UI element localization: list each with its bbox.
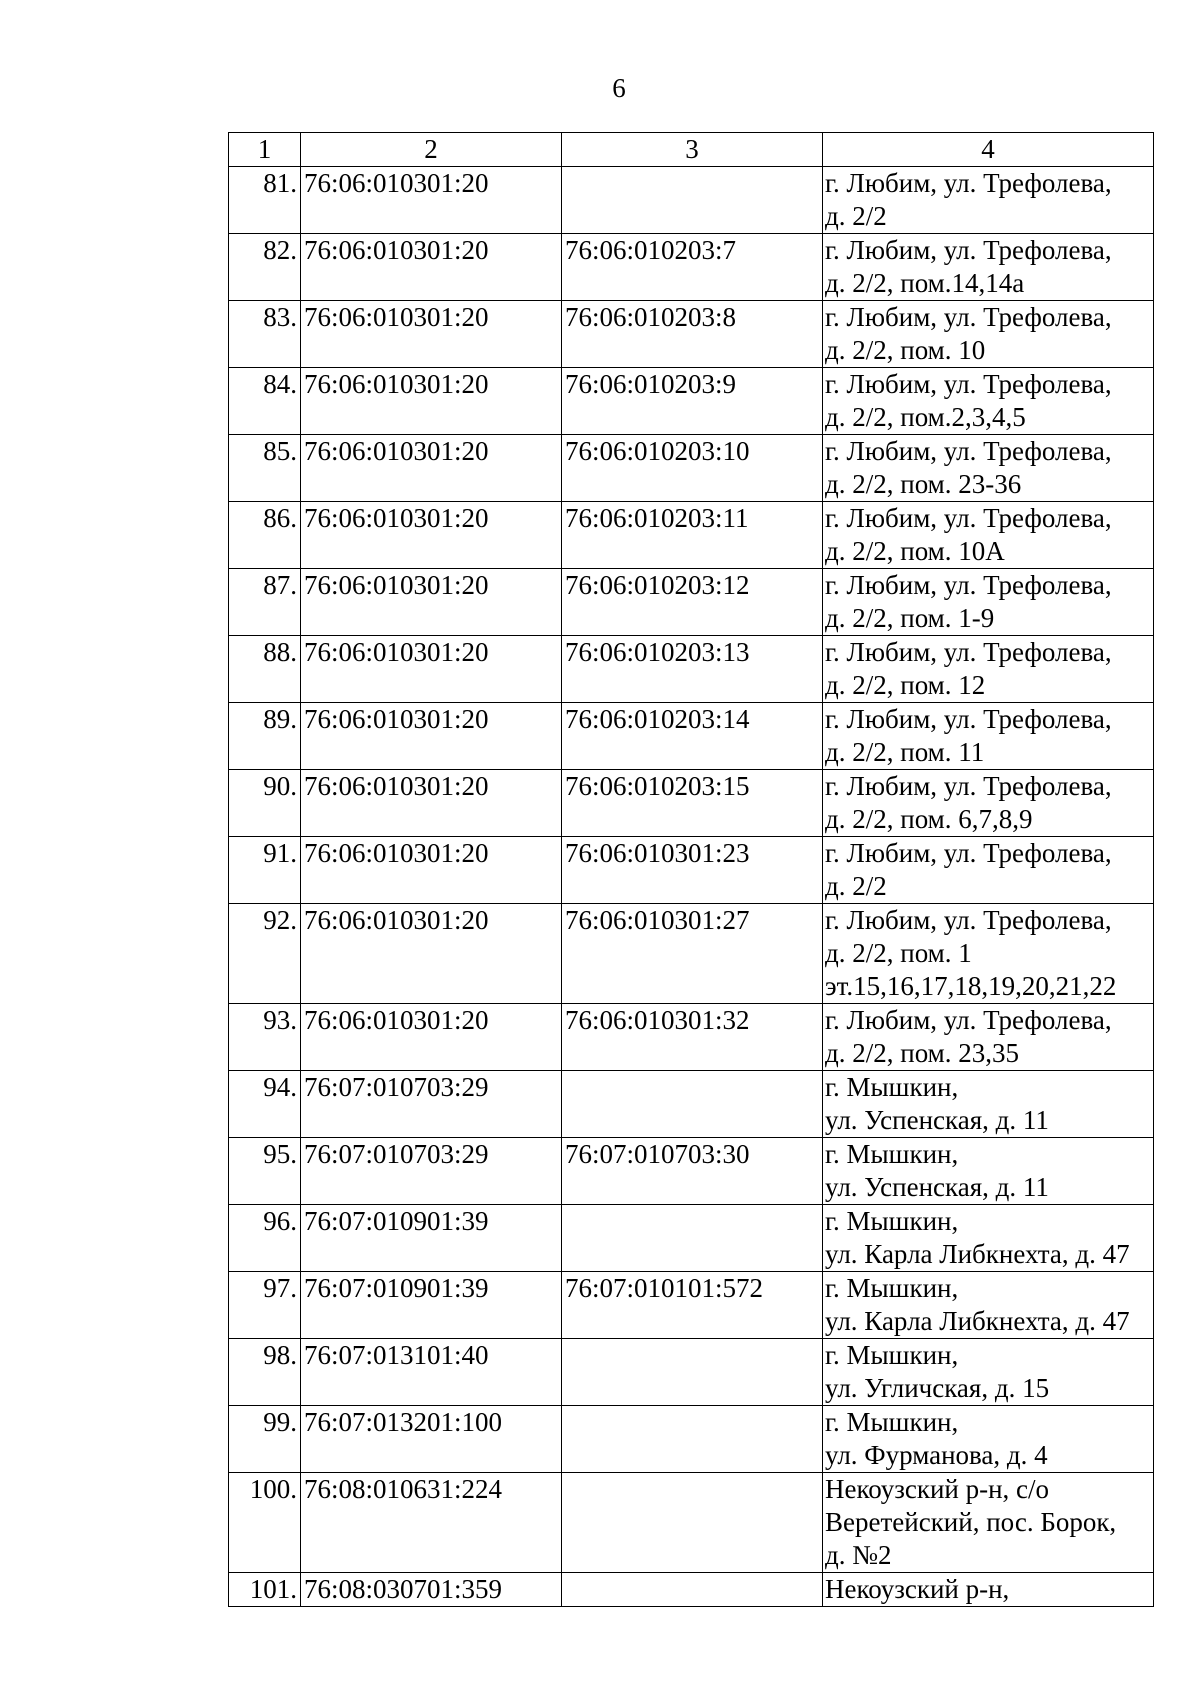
column-header-4: 4 bbox=[823, 133, 1154, 167]
object-cadastral-number: 76:06:010301:23 bbox=[562, 837, 823, 904]
row-number: 101. bbox=[229, 1573, 301, 1607]
address-cell: г. Мышкин, ул. Успенская, д. 11 bbox=[823, 1071, 1154, 1138]
table-row bbox=[229, 770, 1154, 837]
parcel-cadastral-number: 76:06:010301:20 bbox=[301, 837, 562, 904]
table-row bbox=[229, 904, 1154, 1004]
column-header-1: 1 bbox=[229, 133, 301, 167]
row-number: 84. bbox=[229, 368, 301, 435]
address-cell: г. Мышкин, ул. Карла Либкнехта, д. 47 bbox=[823, 1205, 1154, 1272]
address-cell: Некоузский р-н, с/о Веретейский, пос. Борок, д. №2 bbox=[823, 1473, 1154, 1573]
row-number: 96. bbox=[229, 1205, 301, 1272]
page-number: 6 bbox=[612, 73, 626, 103]
address-cell: г. Мышкин, ул. Успенская, д. 11 bbox=[823, 1138, 1154, 1205]
table-row bbox=[229, 167, 1154, 234]
address-cell: г. Любим, ул. Трефолева, д. 2/2, пом. 12 bbox=[823, 636, 1154, 703]
object-cadastral-number: 76:06:010203:8 bbox=[562, 301, 823, 368]
address-cell: г. Любим, ул. Трефолева, д. 2/2, пом. 23-36 bbox=[823, 435, 1154, 502]
table-row bbox=[229, 837, 1154, 904]
object-cadastral-number bbox=[562, 1205, 823, 1272]
address-cell: г. Любим, ул. Трефолева, д. 2/2, пом. 10 bbox=[823, 301, 1154, 368]
row-number: 85. bbox=[229, 435, 301, 502]
object-cadastral-number: 76:06:010203:11 bbox=[562, 502, 823, 569]
table-row bbox=[229, 301, 1154, 368]
object-cadastral-number: 76:07:010101:572 bbox=[562, 1272, 823, 1339]
object-cadastral-number: 76:06:010203:7 bbox=[562, 234, 823, 301]
row-number: 94. bbox=[229, 1071, 301, 1138]
parcel-cadastral-number: 76:06:010301:20 bbox=[301, 703, 562, 770]
row-number: 83. bbox=[229, 301, 301, 368]
table-row bbox=[229, 1138, 1154, 1205]
object-cadastral-number bbox=[562, 1071, 823, 1138]
parcel-cadastral-number: 76:08:010631:224 bbox=[301, 1473, 562, 1573]
address-cell: г. Мышкин, ул. Карла Либкнехта, д. 47 bbox=[823, 1272, 1154, 1339]
row-number: 82. bbox=[229, 234, 301, 301]
parcel-cadastral-number: 76:08:030701:359 bbox=[301, 1573, 562, 1607]
table-body bbox=[229, 167, 1154, 1607]
parcel-cadastral-number: 76:06:010301:20 bbox=[301, 904, 562, 1004]
address-cell: г. Любим, ул. Трефолева, д. 2/2, пом. 23,35 bbox=[823, 1004, 1154, 1071]
address-cell: г. Мышкин, ул. Фурманова, д. 4 bbox=[823, 1406, 1154, 1473]
parcel-cadastral-number: 76:07:013201:100 bbox=[301, 1406, 562, 1473]
object-cadastral-number: 76:06:010203:12 bbox=[562, 569, 823, 636]
row-number: 86. bbox=[229, 502, 301, 569]
parcel-cadastral-number: 76:06:010301:20 bbox=[301, 368, 562, 435]
row-number: 93. bbox=[229, 1004, 301, 1071]
property-table bbox=[228, 132, 1154, 1607]
table-row bbox=[229, 1071, 1154, 1138]
address-cell: г. Любим, ул. Трефолева, д. 2/2, пом.2,3,4,5 bbox=[823, 368, 1154, 435]
table-row bbox=[229, 435, 1154, 502]
object-cadastral-number: 76:06:010301:27 bbox=[562, 904, 823, 1004]
row-number: 81. bbox=[229, 167, 301, 234]
object-cadastral-number bbox=[562, 1406, 823, 1473]
row-number: 88. bbox=[229, 636, 301, 703]
parcel-cadastral-number: 76:06:010301:20 bbox=[301, 301, 562, 368]
object-cadastral-number: 76:06:010203:15 bbox=[562, 770, 823, 837]
row-number: 99. bbox=[229, 1406, 301, 1473]
parcel-cadastral-number: 76:07:010703:29 bbox=[301, 1138, 562, 1205]
parcel-cadastral-number: 76:07:013101:40 bbox=[301, 1339, 562, 1406]
address-cell: г. Любим, ул. Трефолева, д. 2/2 bbox=[823, 167, 1154, 234]
row-number: 97. bbox=[229, 1272, 301, 1339]
table-header-row bbox=[229, 133, 1154, 167]
parcel-cadastral-number: 76:06:010301:20 bbox=[301, 636, 562, 703]
row-number: 87. bbox=[229, 569, 301, 636]
object-cadastral-number: 76:06:010301:32 bbox=[562, 1004, 823, 1071]
parcel-cadastral-number: 76:06:010301:20 bbox=[301, 770, 562, 837]
object-cadastral-number: 76:06:010203:14 bbox=[562, 703, 823, 770]
parcel-cadastral-number: 76:06:010301:20 bbox=[301, 1004, 562, 1071]
object-cadastral-number bbox=[562, 1473, 823, 1573]
row-number: 98. bbox=[229, 1339, 301, 1406]
table-row bbox=[229, 1004, 1154, 1071]
object-cadastral-number bbox=[562, 1573, 823, 1607]
address-cell: г. Любим, ул. Трефолева, д. 2/2, пом. 6,7,8,9 bbox=[823, 770, 1154, 837]
table-row bbox=[229, 368, 1154, 435]
address-cell: г. Любим, ул. Трефолева, д. 2/2, пом. 10А bbox=[823, 502, 1154, 569]
column-header-3: 3 bbox=[562, 133, 823, 167]
table-row bbox=[229, 1339, 1154, 1406]
address-cell: г. Любим, ул. Трефолева, д. 2/2, пом. 1 эт.15,16,17,18,19,20,21,22 bbox=[823, 904, 1154, 1004]
address-cell: г. Любим, ул. Трефолева, д. 2/2, пом.14,14а bbox=[823, 234, 1154, 301]
object-cadastral-number bbox=[562, 1339, 823, 1406]
row-number: 100. bbox=[229, 1473, 301, 1573]
table-row bbox=[229, 703, 1154, 770]
row-number: 91. bbox=[229, 837, 301, 904]
address-cell: Некоузский р-н, bbox=[823, 1573, 1154, 1607]
row-number: 95. bbox=[229, 1138, 301, 1205]
parcel-cadastral-number: 76:06:010301:20 bbox=[301, 167, 562, 234]
parcel-cadastral-number: 76:06:010301:20 bbox=[301, 502, 562, 569]
address-cell: г. Любим, ул. Трефолева, д. 2/2, пом. 11 bbox=[823, 703, 1154, 770]
object-cadastral-number: 76:07:010703:30 bbox=[562, 1138, 823, 1205]
address-cell: г. Мышкин, ул. Угличская, д. 15 bbox=[823, 1339, 1154, 1406]
table-row bbox=[229, 1473, 1154, 1573]
table-row bbox=[229, 1573, 1154, 1607]
parcel-cadastral-number: 76:07:010703:29 bbox=[301, 1071, 562, 1138]
address-cell: г. Любим, ул. Трефолева, д. 2/2, пом. 1-9 bbox=[823, 569, 1154, 636]
table-row bbox=[229, 1205, 1154, 1272]
object-cadastral-number: 76:06:010203:10 bbox=[562, 435, 823, 502]
row-number: 92. bbox=[229, 904, 301, 1004]
table-row bbox=[229, 234, 1154, 301]
object-cadastral-number: 76:06:010203:13 bbox=[562, 636, 823, 703]
parcel-cadastral-number: 76:07:010901:39 bbox=[301, 1272, 562, 1339]
object-cadastral-number: 76:06:010203:9 bbox=[562, 368, 823, 435]
address-cell: г. Любим, ул. Трефолева, д. 2/2 bbox=[823, 837, 1154, 904]
row-number: 89. bbox=[229, 703, 301, 770]
parcel-cadastral-number: 76:06:010301:20 bbox=[301, 569, 562, 636]
table-row bbox=[229, 569, 1154, 636]
table-row bbox=[229, 636, 1154, 703]
column-header-2: 2 bbox=[301, 133, 562, 167]
table-row bbox=[229, 502, 1154, 569]
object-cadastral-number bbox=[562, 167, 823, 234]
row-number: 90. bbox=[229, 770, 301, 837]
table-row bbox=[229, 1406, 1154, 1473]
parcel-cadastral-number: 76:07:010901:39 bbox=[301, 1205, 562, 1272]
parcel-cadastral-number: 76:06:010301:20 bbox=[301, 234, 562, 301]
parcel-cadastral-number: 76:06:010301:20 bbox=[301, 435, 562, 502]
table-row bbox=[229, 1272, 1154, 1339]
